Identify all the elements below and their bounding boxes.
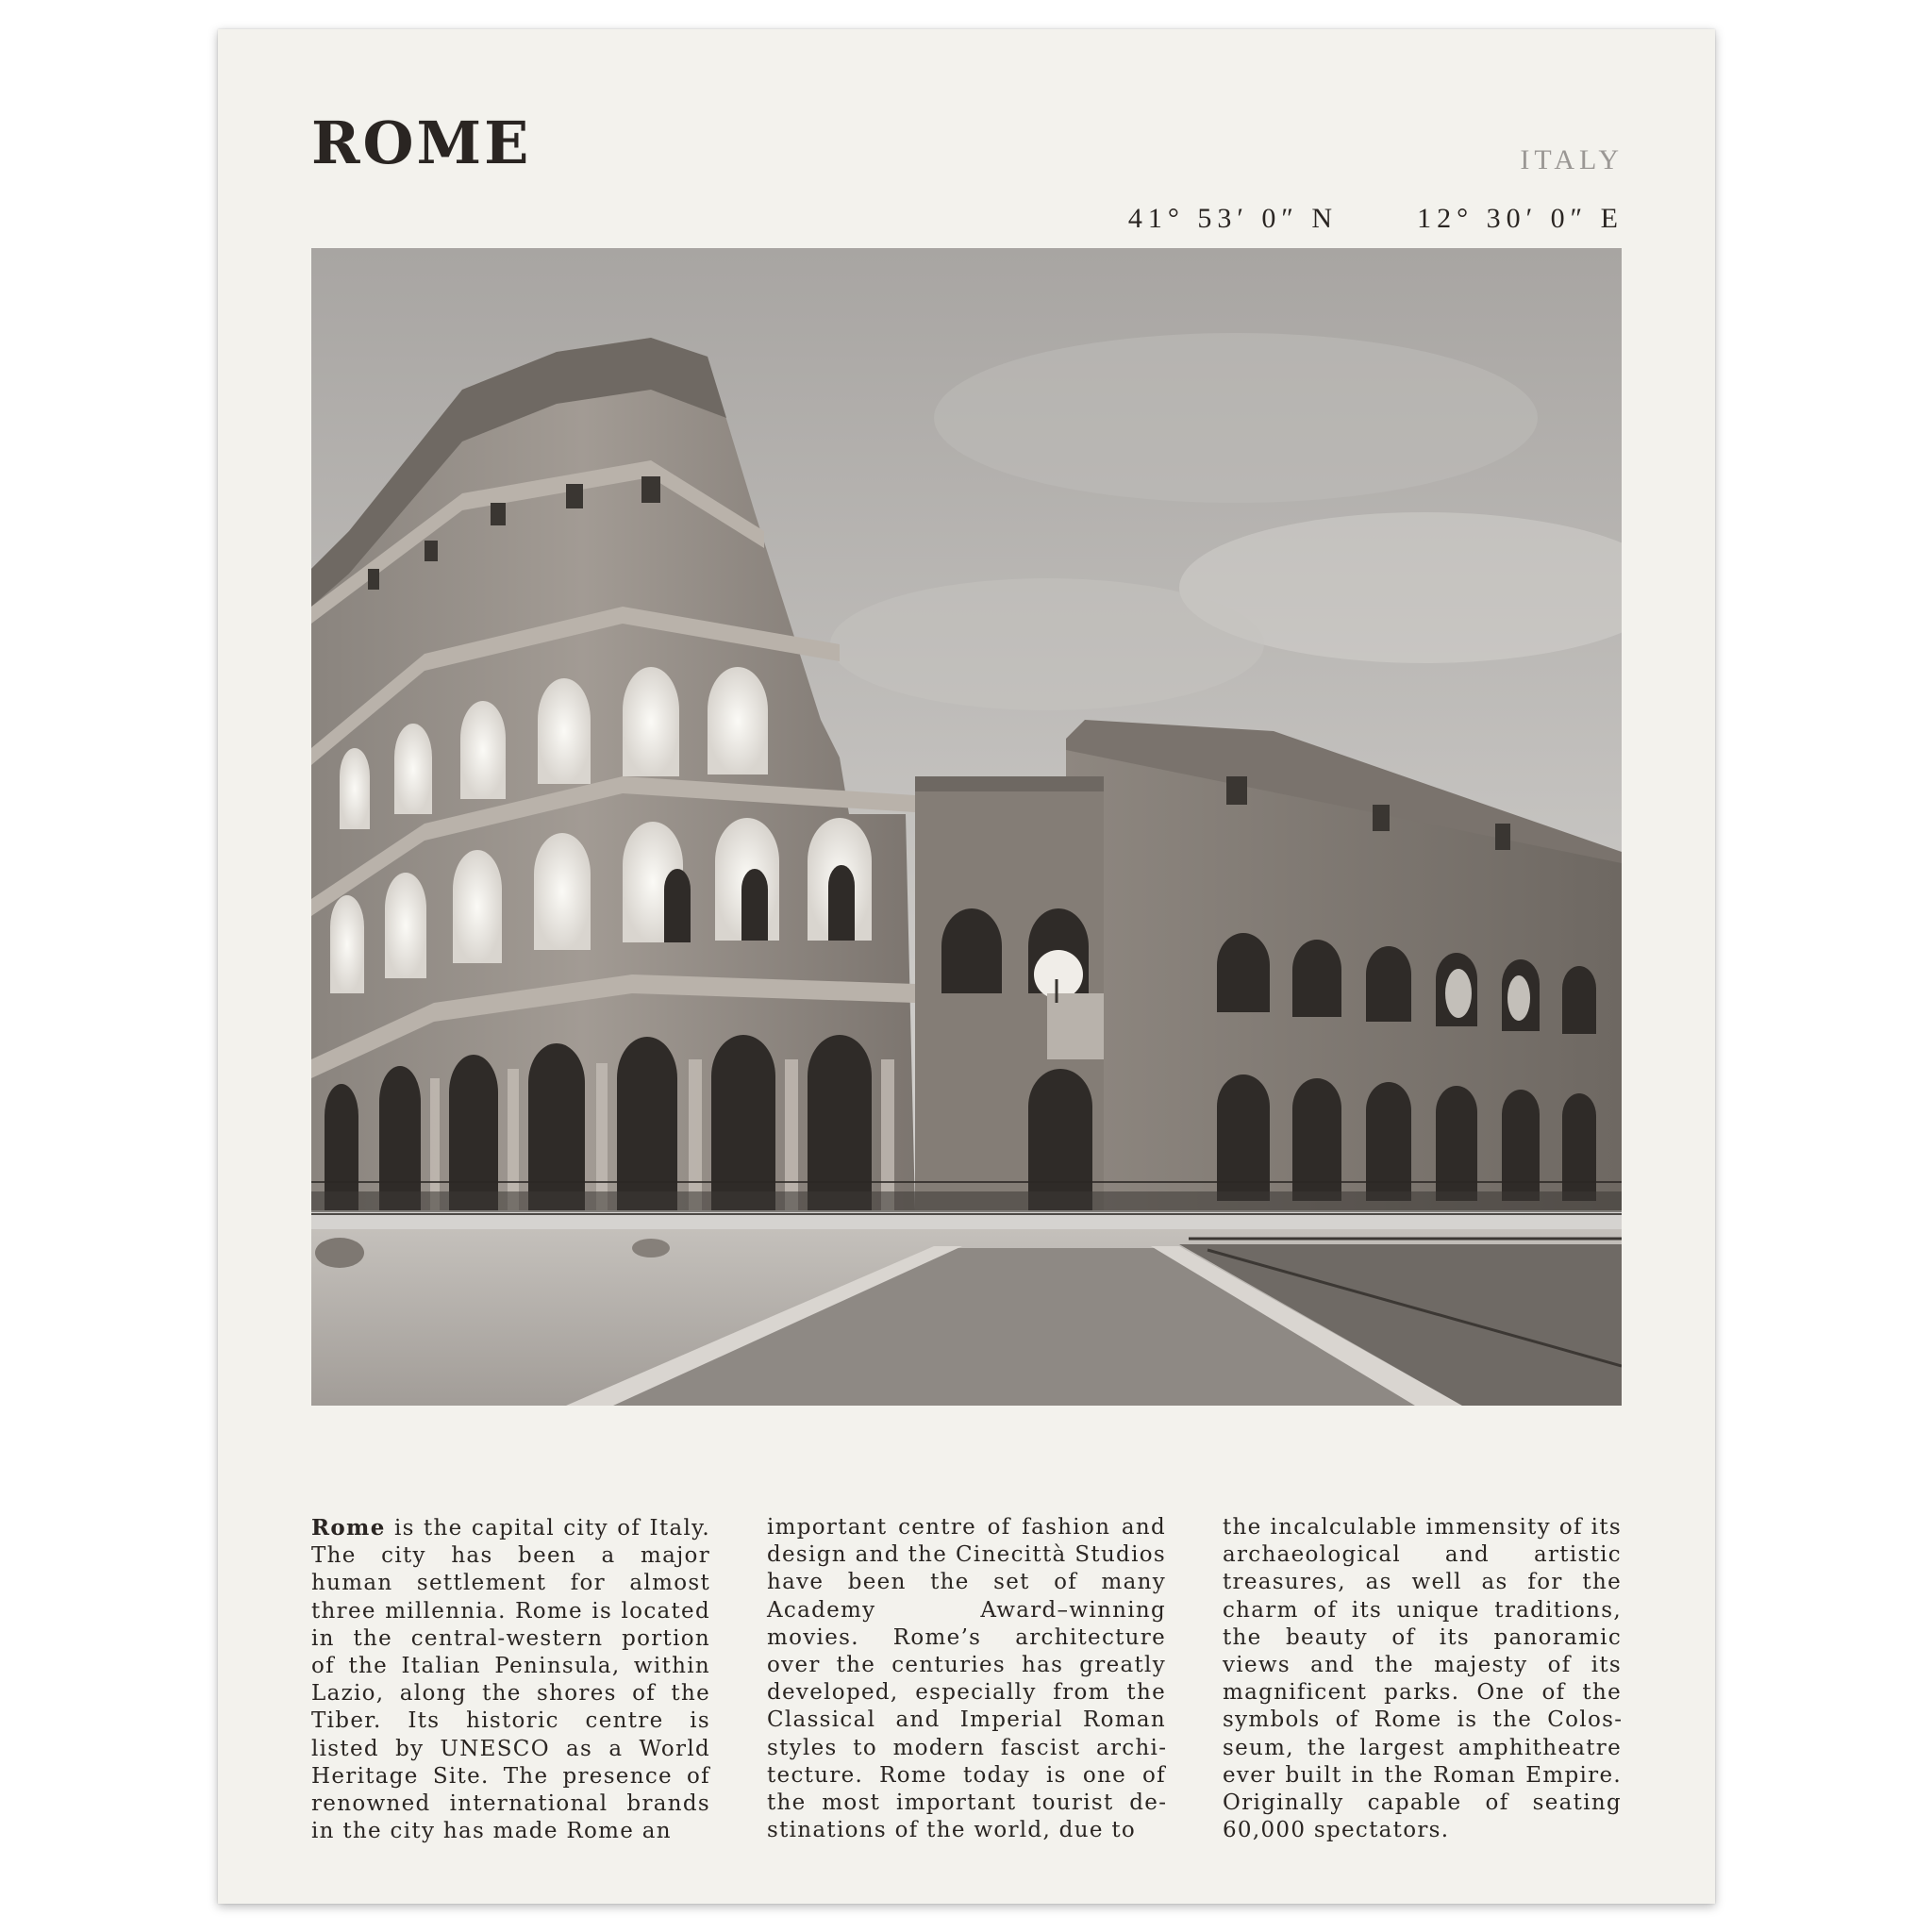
description-lead: Rome xyxy=(311,1515,386,1541)
colosseum-icon xyxy=(311,248,1622,1406)
poster xyxy=(218,29,1715,1904)
longitude: 12° 30′ 0″ E xyxy=(1417,203,1624,234)
coordinates xyxy=(1128,205,1624,233)
latitude: 41° 53′ 0″ N xyxy=(1127,203,1339,234)
description-column-1-text: is the capital city of Italy. The city has been a major human settlement for almost three millennia. Rome is located in the central-western portion of the Italian Peninsula, within Lazio, along the shores of the Tiber. Its historic centre is listed by UNESCO as a World Heritage Site. The presence of renowned international brands in the city has made Rome an xyxy=(311,1516,710,1844)
colosseum-photo xyxy=(311,248,1622,1406)
city-title: ROME xyxy=(311,108,532,177)
country-label: ITALY xyxy=(1520,144,1624,175)
description-column-1 xyxy=(311,1514,710,1845)
description xyxy=(311,1514,1622,1845)
description-column-3: the incalculable immensity of its archaeological and artistic treasures, as well as for the charm of its unique traditions, the beauty of its panoramic views and the majesty of its magnificent parks. One of the symbols of Rome is the Colosseum, the largest amphitheatre ever built in the Roman Empire. Originally capable of seating 60,000 spectators. xyxy=(1223,1515,1622,1843)
description-column-2: important centre of fashion and design and the Cinecittà Studios have been the set of many Academy Award–winning movies. Rome’s architecture over the centuries has greatly developed, especially from the Classical and Imperial Roman styles to modern fascist architecture. Rome today is one of the most important tourist destinations of the world, due to xyxy=(767,1515,1166,1843)
